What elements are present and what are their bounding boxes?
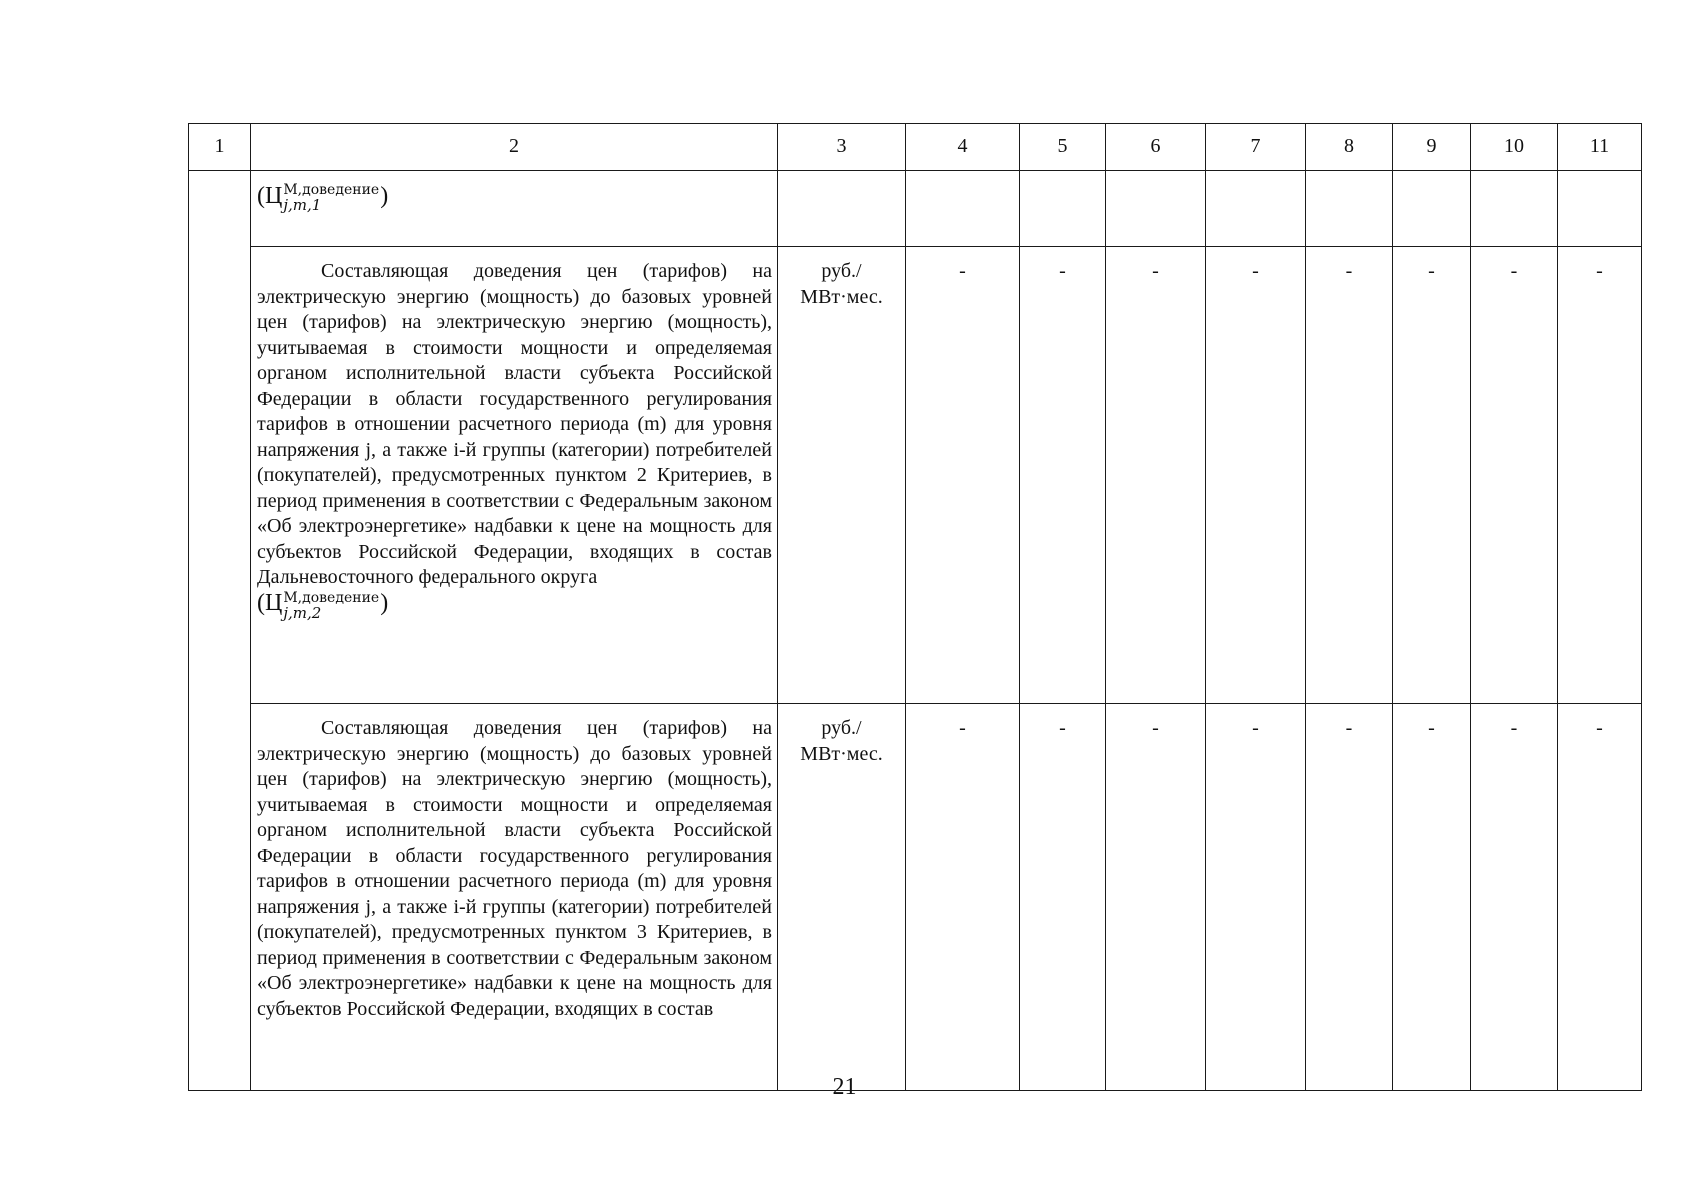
value-cell: -: [1471, 247, 1558, 704]
header-cell-1: 1: [189, 124, 251, 171]
value-cell: -: [906, 704, 1020, 1091]
header-cell-8: 8: [1306, 124, 1393, 171]
header-cell-9: 9: [1393, 124, 1471, 171]
value-cell: -: [1558, 247, 1642, 704]
description-text: Составляющая доведения цен (тарифов) на электрическую энергию (мощность) до базовых уровней цен (тарифов) на электрическую энергию (мощность), учитываемая в стоимости мощности и определяемая органом исполнительной власти субъекта Российской Федерации в области государственного регулирования тарифов в отношении расчетного периода (m) для уровня напряжения j, а также i-й группы (категории) потребителей (покупателей), предусмотренных пунктом 3 Критериев, в период применения в соответствии с Федеральным законом «Об электроэнергетике» надбавки к цене на мощность для субъектов Российской Федерации, входящих в состав: [257, 717, 772, 1020]
empty-cell: [1106, 171, 1206, 247]
value-cell: -: [1393, 247, 1471, 704]
value-cell: -: [1306, 704, 1393, 1091]
description-text: Составляющая доведения цен (тарифов) на электрическую энергию (мощность) до базовых уровней цен (тарифов) на электрическую энергию (мощность), учитываемая в стоимости мощности и определяемая органом исполнительной власти субъекта Российской Федерации в области государственного регулирования тарифов в отношении расчетного периода (m) для уровня напряжения j, а также i-й группы (категории) потребителей (покупателей), предусмотренных пунктом 2 Критериев, в период применения в соответствии с Федеральным законом «Об электроэнергетике» надбавки к цене на мощность для субъектов Российской Федерации, входящих в состав Дальневосточного федерального округа: [257, 260, 772, 588]
row-number-cell: [189, 171, 251, 1091]
value-cell: -: [1558, 704, 1642, 1091]
header-cell-4: 4: [906, 124, 1020, 171]
header-cell-2: 2: [251, 124, 778, 171]
unit-cell: [778, 247, 906, 704]
header-cell-6: 6: [1106, 124, 1206, 171]
formula-j-m-2: (Ц М,доведение j,m,2 ): [257, 589, 389, 622]
unit-cell: [778, 704, 906, 1091]
unit-line: руб./: [821, 260, 862, 282]
header-cell-7: 7: [1206, 124, 1306, 171]
empty-cell: [778, 171, 906, 247]
value-cell: -: [1206, 247, 1306, 704]
table-row-formula: [189, 171, 1642, 247]
empty-cell: [1206, 171, 1306, 247]
table-row: [189, 704, 1642, 1091]
value-cell: -: [1020, 247, 1106, 704]
formula-cell: [251, 171, 778, 247]
value-cell: -: [1306, 247, 1393, 704]
header-cell-11: 11: [1558, 124, 1642, 171]
description-cell: [251, 704, 778, 1091]
page-number: 21: [832, 1074, 857, 1100]
header-cell-10: 10: [1471, 124, 1558, 171]
empty-cell: [1306, 171, 1393, 247]
value-cell: -: [1393, 704, 1471, 1091]
header-cell-3: 3: [778, 124, 906, 171]
empty-cell: [1020, 171, 1106, 247]
value-cell: -: [1020, 704, 1106, 1091]
value-cell: -: [1471, 704, 1558, 1091]
unit-line: МВт·мес.: [800, 742, 883, 765]
unit-line: МВт·мес.: [800, 285, 883, 308]
unit-line: руб./: [821, 717, 862, 739]
empty-cell: [1558, 171, 1642, 247]
value-cell: -: [906, 247, 1020, 704]
value-cell: -: [1106, 247, 1206, 704]
table-row: [189, 247, 1642, 704]
data-table: [188, 123, 1642, 1091]
formula-j-m-1: (Ц М,доведение j,m,1 ): [257, 182, 389, 214]
empty-cell: [906, 171, 1020, 247]
description-cell: [251, 247, 778, 704]
empty-cell: [1393, 171, 1471, 247]
header-row: [189, 124, 1642, 171]
value-cell: -: [1106, 704, 1206, 1091]
header-cell-5: 5: [1020, 124, 1106, 171]
value-cell: -: [1206, 704, 1306, 1091]
empty-cell: [1471, 171, 1558, 247]
